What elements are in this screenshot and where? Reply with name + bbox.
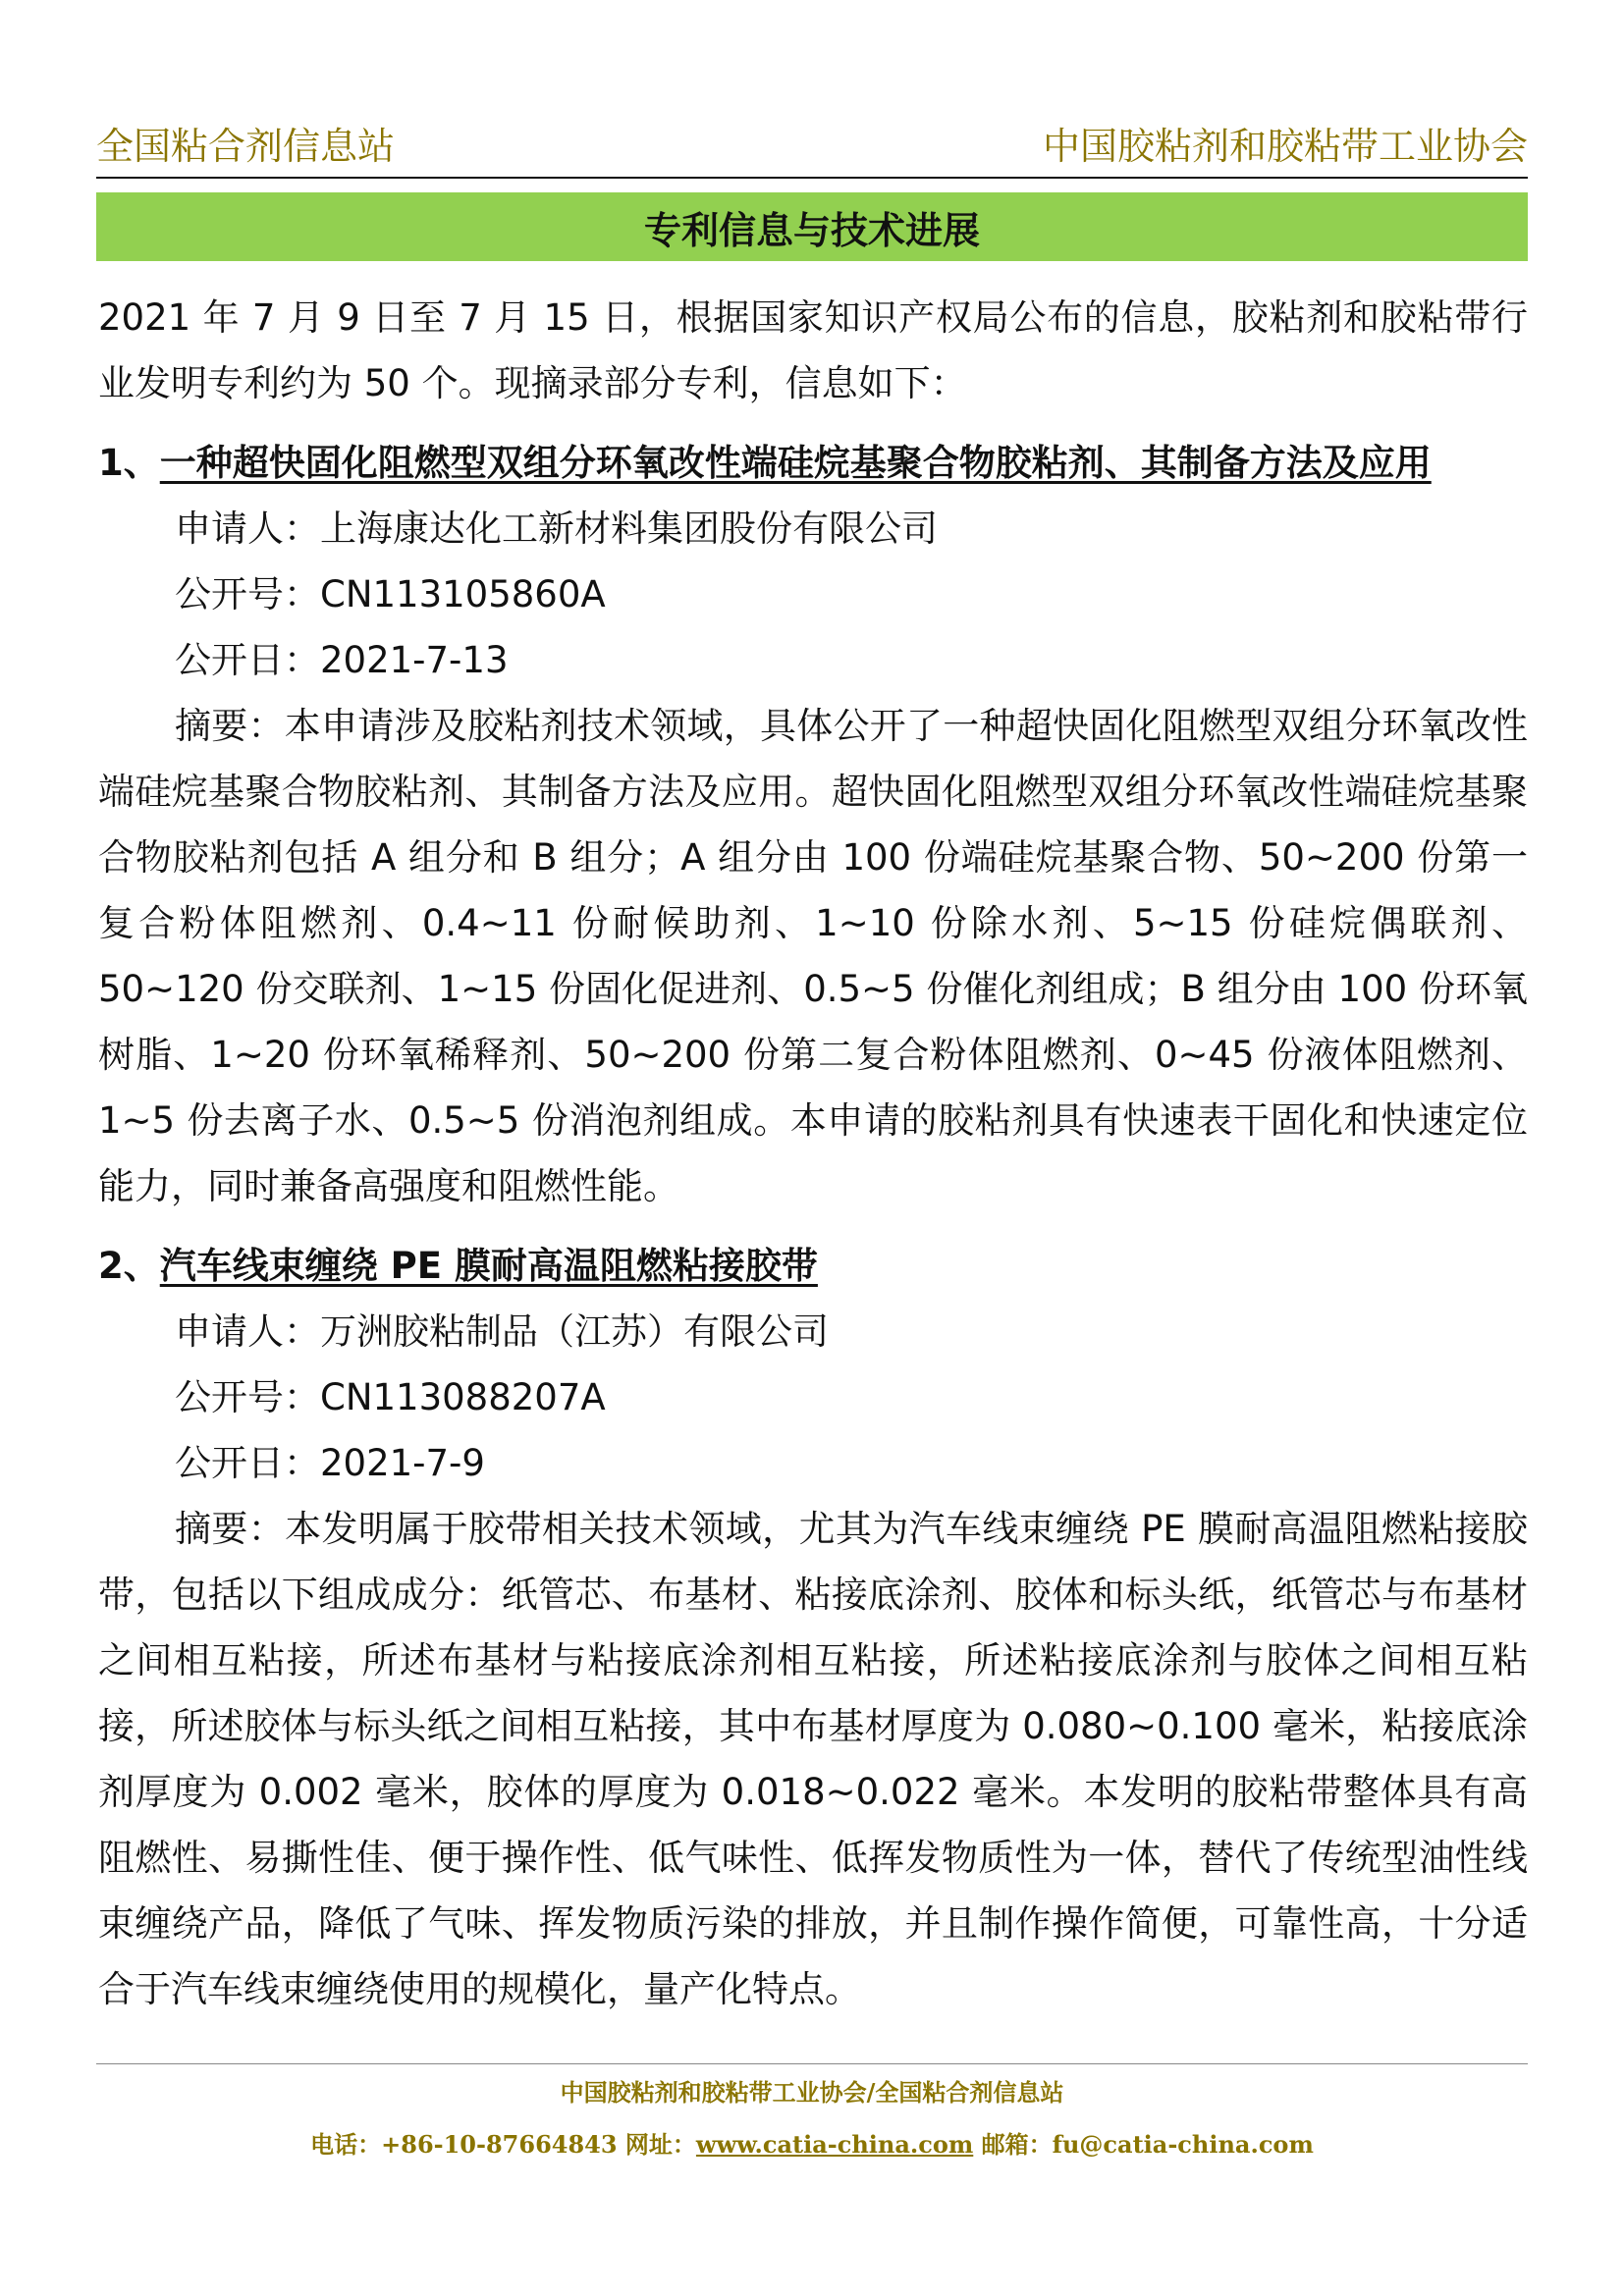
patent-number: 2、 bbox=[98, 1245, 160, 1287]
header-divider bbox=[96, 177, 1528, 179]
section-banner bbox=[96, 192, 1528, 261]
page-content bbox=[98, 285, 1528, 2022]
page-header bbox=[96, 110, 1528, 169]
footer-divider bbox=[96, 2063, 1528, 2064]
header-site-name: 全国粘合剂信息站 bbox=[96, 125, 396, 168]
patent-number: 1、 bbox=[98, 442, 160, 484]
patent-entry-2 bbox=[98, 1233, 1528, 2022]
patent-publication-number: 公开号：CN113105860A bbox=[175, 573, 606, 615]
patent-title-2 bbox=[98, 1233, 1528, 1299]
patent-publication-date: 公开日：2021-7-9 bbox=[175, 1442, 485, 1484]
footer-email: 邮箱：fu@catia-china.com bbox=[973, 2130, 1314, 2159]
footer-phone: 电话：+86-10-87664843 网址： bbox=[310, 2130, 696, 2159]
patent-applicant: 申请人：万洲胶粘制品（江苏）有限公司 bbox=[175, 1310, 829, 1353]
patent-title-1 bbox=[98, 430, 1528, 496]
patent-abstract: 摘要：本申请涉及胶粘剂技术领域，具体公开了一种超快固化阻燃型双组分环氧改性端硅烷基聚合物胶粘剂、其制备方法及应用。超快固化阻燃型双组分环氧改性端硅烷基聚合物胶粘剂包括 A 组分和 B 组分；A 组分由 100 份端硅烷基聚合物、50~200 份第一复合粉体阻燃剂、0.4~11 份耐候助剂、1~10 份除水剂、5~15 份硅烷偶联剂、50~120 份交联剂、1~15 份固化促进剂、0.5~5 份催化剂组成；B 组分由 100 份环氧树脂、1~20 份环氧稀释剂、50~200 份第二复合粉体阻燃剂、0~45 份液体阻燃剂、1~5 份去离子水、0.5~5 份消泡剂组成。本申请的胶粘剂具有快速表干固化和快速定位能力，同时兼备高强度和阻燃性能。 bbox=[98, 705, 1528, 1207]
intro-paragraph: 2021 年 7 月 9 日至 7 月 15 日，根据国家知识产权局公布的信息，胶粘剂和胶粘带行业发明专利约为 50 个。现摘录部分专利，信息如下： bbox=[98, 296, 1528, 404]
footer-organization: 中国胶粘剂和胶粘带工业协会/全国粘合剂信息站 bbox=[560, 2078, 1064, 2107]
footer-contact bbox=[96, 2125, 1528, 2160]
patent-title-text: 汽车线束缠绕 PE 膜耐高温阻燃粘接胶带 bbox=[159, 1245, 818, 1287]
patent-entry-1 bbox=[98, 430, 1528, 1219]
patent-title-text: 一种超快固化阻燃型双组分环氧改性端硅烷基聚合物胶粘剂、其制备方法及应用 bbox=[159, 442, 1432, 484]
patent-abstract: 摘要：本发明属于胶带相关技术领域，尤其为汽车线束缠绕 PE 膜耐高温阻燃粘接胶带，包括以下组成成分：纸管芯、布基材、粘接底涂剂、胶体和标头纸，纸管芯与布基材之间相互粘接，所述布基材与粘接底涂剂相互粘接，所述粘接底涂剂与胶体之间相互粘接，所述胶体与标头纸之间相互粘接，其中布基材厚度为 0.080~0.100 毫米，粘接底涂剂厚度为 0.002 毫米，胶体的厚度为 0.018~0.022 毫米。本发明的胶粘带整体具有高阻燃性、易撕性佳、便于操作性、低气味性、低挥发物质性为一体，替代了传统型油性线束缠绕产品，降低了气味、挥发物质污染的排放，并且制作操作简便，可靠性高，十分适合于汽车线束缠绕使用的规模化，量产化特点。 bbox=[98, 1508, 1528, 2010]
header-association-name: 中国胶粘剂和胶粘带工业协会 bbox=[1042, 125, 1528, 168]
patent-publication-date: 公开日：2021-7-13 bbox=[175, 639, 509, 681]
patent-publication-number: 公开号：CN113088207A bbox=[175, 1376, 606, 1418]
section-title: 专利信息与技术进展 bbox=[643, 208, 980, 252]
footer-website-link[interactable]: www.catia-china.com bbox=[695, 2130, 974, 2159]
patent-applicant: 申请人：上海康达化工新材料集团股份有限公司 bbox=[175, 507, 938, 550]
